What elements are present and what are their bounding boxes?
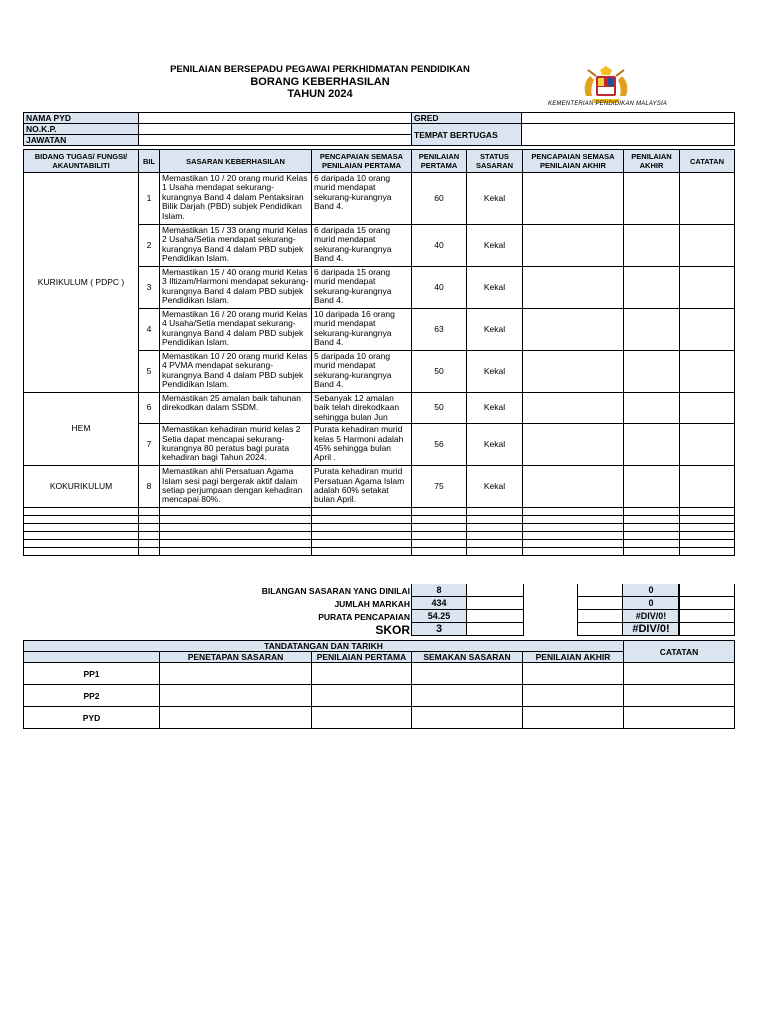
- row-penilaian-akhir[interactable]: [624, 351, 680, 393]
- summary-blank-cell: [577, 584, 623, 597]
- empty-row: [24, 532, 735, 540]
- row-penilaian: 40: [412, 267, 467, 309]
- row-status: Kekal: [467, 351, 523, 393]
- form-title-line2: BORANG KEBERHASILAN: [250, 76, 390, 88]
- sig-col-penilaian-akhir: PENILAIAN AKHIR: [523, 652, 624, 663]
- row-status: Kekal: [467, 466, 523, 508]
- nama-pyd-field[interactable]: [139, 113, 412, 124]
- sig-cell[interactable]: [624, 685, 735, 707]
- jata-negara-crest-icon: [578, 66, 634, 106]
- row-catatan[interactable]: [680, 225, 735, 267]
- summary-blank-cell: [577, 623, 623, 636]
- sig-row-pp1: PP1: [24, 663, 160, 685]
- jawatan-label: JAWATAN: [24, 135, 139, 146]
- table-row: [24, 466, 735, 508]
- purata-akhir: #DIV/0!: [622, 610, 680, 623]
- nokp-field[interactable]: [139, 124, 412, 135]
- row-pencapaian: 5 daripada 10 orang murid mendapat sekurang-kurangnya Band 4.: [312, 351, 412, 393]
- row-pencapaian-akhir[interactable]: [523, 309, 624, 351]
- tempat-label: TEMPAT BERTUGAS: [412, 124, 522, 146]
- bilangan-value: 8: [411, 584, 467, 597]
- signature-title: TANDATANGAN DAN TARIKH: [24, 641, 624, 652]
- row-bil: 8: [139, 466, 160, 508]
- row-catatan[interactable]: [680, 466, 735, 508]
- ministry-name: KEMENTERIAN PENDIDIKAN MALAYSIA: [548, 101, 668, 107]
- summary-blank-cell: [466, 623, 524, 636]
- form-title-line1: PENILAIAN BERSEPADU PEGAWAI PERKHIDMATAN PENDIDIKAN: [170, 64, 470, 75]
- sig-cell[interactable]: [160, 663, 312, 685]
- pyd-info-table: [23, 112, 735, 146]
- row-status: Kekal: [467, 424, 523, 466]
- table-row: [24, 393, 735, 424]
- summary-blank-cell: [577, 597, 623, 610]
- summary-blank-cell: [678, 610, 735, 623]
- table-row: [24, 173, 735, 225]
- row-penilaian: 50: [412, 351, 467, 393]
- sig-cell[interactable]: [312, 663, 412, 685]
- gred-field[interactable]: [522, 113, 735, 124]
- sig-col-penetapan: PENETAPAN SASARAN: [160, 652, 312, 663]
- row-catatan[interactable]: [680, 351, 735, 393]
- jumlah-value: 434: [411, 597, 467, 610]
- row-penilaian: 75: [412, 466, 467, 508]
- gred-label: GRED: [412, 113, 522, 124]
- sig-cell[interactable]: [160, 707, 312, 729]
- row-pencapaian-akhir[interactable]: [523, 351, 624, 393]
- row-pencapaian-akhir[interactable]: [523, 466, 624, 508]
- sig-col-penilaian-pertama: PENILAIAN PERTAMA: [312, 652, 412, 663]
- summary-blank-cell: [577, 610, 623, 623]
- group-kokurikulum: KOKURIKULUM: [24, 466, 139, 508]
- sig-cell[interactable]: [312, 685, 412, 707]
- empty-row: [24, 540, 735, 548]
- sig-cell[interactable]: [523, 663, 624, 685]
- sig-row-pp2: PP2: [24, 685, 160, 707]
- jumlah-label: JUMLAH MARKAH: [334, 599, 410, 609]
- row-sasaran: Memastikan 15 / 40 orang murid Kelas 3 Iltizam/Harmoni mendapat sekurang-kurangnya Band 4 dalam PBD subjek Pendidikan Islam.: [160, 267, 312, 309]
- col-catatan: CATATAN: [680, 150, 735, 173]
- row-penilaian: 63: [412, 309, 467, 351]
- bilangan-akhir: 0: [622, 584, 680, 597]
- form-title-line3: TAHUN 2024: [287, 88, 353, 100]
- col-bil: BIL: [139, 150, 160, 173]
- sig-row-pyd: PYD: [24, 707, 160, 729]
- row-catatan[interactable]: [680, 309, 735, 351]
- sig-cell[interactable]: [312, 707, 412, 729]
- summary-blank-cell: [678, 597, 735, 610]
- row-bil: 7: [139, 424, 160, 466]
- row-pencapaian: Purata kehadiran murid kelas 5 Harmoni adalah 45% sehingga bulan April .: [312, 424, 412, 466]
- row-status: Kekal: [467, 309, 523, 351]
- sig-col-semakan: SEMAKAN SASARAN: [412, 652, 523, 663]
- sig-cell[interactable]: [160, 685, 312, 707]
- row-sasaran: Memastikan 15 / 33 orang murid Kelas 2 Usaha/Setia mendapat sekurang-kurangnya Band 4 dalam PBD subjek Pendidikan Islam.: [160, 225, 312, 267]
- purata-value: 54.25: [411, 610, 467, 623]
- row-pencapaian: 10 daripada 16 orang murid mendapat sekurang-kurangnya Band 4.: [312, 309, 412, 351]
- sig-cell[interactable]: [412, 685, 523, 707]
- row-penilaian-akhir[interactable]: [624, 225, 680, 267]
- row-status: Kekal: [467, 225, 523, 267]
- jumlah-akhir: 0: [622, 597, 680, 610]
- row-status: Kekal: [467, 173, 523, 225]
- row-sasaran: Memastikan kehadiran murid kelas 2 Setia dapat mencapai sekurang-kurangnya 80 peratus bagi purata kehadiran bagi Tahun 2024.: [160, 424, 312, 466]
- row-bil: 6: [139, 393, 160, 424]
- row-bil: 5: [139, 351, 160, 393]
- tempat-field[interactable]: [522, 124, 735, 146]
- row-status: Kekal: [467, 393, 523, 424]
- sig-cell[interactable]: [624, 707, 735, 729]
- nokp-label: NO.K.P.: [24, 124, 139, 135]
- row-penilaian-akhir[interactable]: [624, 466, 680, 508]
- row-penilaian: 40: [412, 225, 467, 267]
- col-status: STATUS SASARAN: [467, 150, 523, 173]
- col-bidang: BIDANG TUGAS/ FUNGSI/ AKAUNTABILITI: [24, 150, 139, 173]
- summary-blank-cell: [678, 623, 735, 636]
- keberhasilan-table: [23, 149, 735, 556]
- col-sasaran: SASARAN KEBERHASILAN: [160, 150, 312, 173]
- sig-cell[interactable]: [412, 707, 523, 729]
- col-penilaian-pertama: PENILAIAN PERTAMA: [412, 150, 467, 173]
- row-status: Kekal: [467, 267, 523, 309]
- purata-label: PURATA PENCAPAIAN: [318, 612, 410, 622]
- row-pencapaian: 6 daripada 10 orang murid mendapat sekurang-kurangnya Band 4.: [312, 173, 412, 225]
- signature-corner: [24, 652, 160, 663]
- empty-row: [24, 524, 735, 532]
- row-pencapaian: 6 daripada 15 orang murid mendapat sekurang-kurangnya Band 4.: [312, 267, 412, 309]
- sig-cell[interactable]: [523, 685, 624, 707]
- row-penilaian-akhir[interactable]: [624, 309, 680, 351]
- group-hem: HEM: [24, 393, 139, 466]
- row-sasaran: Memastikan 25 amalan baik tahunan direkodkan dalam SSDM.: [160, 393, 312, 424]
- row-sasaran: Memastikan ahli Persatuan Agama Islam sesi pagi bergerak aktif dalam setiap perjumpaan dengan kehadiran mencapai 80%.: [160, 466, 312, 508]
- row-pencapaian-akhir[interactable]: [523, 393, 624, 424]
- row-penilaian: 60: [412, 173, 467, 225]
- col-pencapaian-akhir: PENCAPAIAN SEMASA PENILAIAN AKHIR: [523, 150, 624, 173]
- row-pencapaian-akhir[interactable]: [523, 424, 624, 466]
- row-penilaian: 50: [412, 393, 467, 424]
- summary-blank-cell: [678, 584, 735, 597]
- sig-cell[interactable]: [523, 707, 624, 729]
- empty-row: [24, 516, 735, 524]
- row-sasaran: Memastikan 16 / 20 orang murid Kelas 4 Usaha/Setia mendapat sekurang-kurangnya Band 4 dalam PBD subjek Pendidikan Islam.: [160, 309, 312, 351]
- empty-row: [24, 508, 735, 516]
- skor-value: 3: [411, 623, 467, 636]
- summary-blank-cell: [466, 610, 524, 623]
- row-penilaian-akhir[interactable]: [624, 173, 680, 225]
- sig-cell[interactable]: [412, 663, 523, 685]
- row-penilaian-akhir[interactable]: [624, 393, 680, 424]
- row-sasaran: Memastikan 10 / 20 orang murid Kelas 1 Usaha mendapat sekurang-kurangnya Band 4 dalam Pentaksiran Bilik Darjah (PBD) subjek Pendidikan Islam.: [160, 173, 312, 225]
- summary-section: [0, 584, 768, 640]
- bilangan-label: BILANGAN SASARAN YANG DINILAI: [261, 586, 410, 596]
- jawatan-field[interactable]: [139, 135, 412, 146]
- signature-table: [23, 640, 735, 729]
- row-bil: 3: [139, 267, 160, 309]
- sig-cell[interactable]: [624, 663, 735, 685]
- row-catatan[interactable]: [680, 424, 735, 466]
- row-pencapaian-akhir[interactable]: [523, 225, 624, 267]
- row-penilaian-akhir[interactable]: [624, 424, 680, 466]
- row-bil: 2: [139, 225, 160, 267]
- summary-blank-cell: [466, 584, 524, 597]
- row-penilaian: 56: [412, 424, 467, 466]
- row-bil: 1: [139, 173, 160, 225]
- row-catatan[interactable]: [680, 393, 735, 424]
- nama-pyd-label: NAMA PYD: [24, 113, 139, 124]
- row-pencapaian-akhir[interactable]: [523, 173, 624, 225]
- row-sasaran: Memastikan 10 / 20 orang murid Kelas 4 PVMA mendapat sekurang-kurangnya Band 4 dalam PBD subjek Pendidikan Islam.: [160, 351, 312, 393]
- col-penilaian-akhir: PENILAIAN AKHIR: [624, 150, 680, 173]
- col-pencapaian-pertama: PENCAPAIAN SEMASA PENILAIAN PERTAMA: [312, 150, 412, 173]
- row-catatan[interactable]: [680, 173, 735, 225]
- skor-label: SKOR: [375, 623, 410, 637]
- row-pencapaian: Purata kehadiran murid Persatuan Agama Islam adalah 60% setakat bulan April.: [312, 466, 412, 508]
- signature-catatan: CATATAN: [624, 641, 735, 663]
- skor-akhir: #DIV/0!: [622, 623, 680, 636]
- row-pencapaian-akhir[interactable]: [523, 267, 624, 309]
- summary-blank-cell: [466, 597, 524, 610]
- row-pencapaian: 6 daripada 15 orang murid mendapat sekurang-kurangnya Band 4.: [312, 225, 412, 267]
- row-pencapaian: Sebanyak 12 amalan baik telah direkodkaan sehingga bulan Jun: [312, 393, 412, 424]
- row-bil: 4: [139, 309, 160, 351]
- row-penilaian-akhir[interactable]: [624, 267, 680, 309]
- empty-row: [24, 548, 735, 556]
- row-catatan[interactable]: [680, 267, 735, 309]
- group-kurikulum: KURIKULUM ( PDPC ): [24, 173, 139, 393]
